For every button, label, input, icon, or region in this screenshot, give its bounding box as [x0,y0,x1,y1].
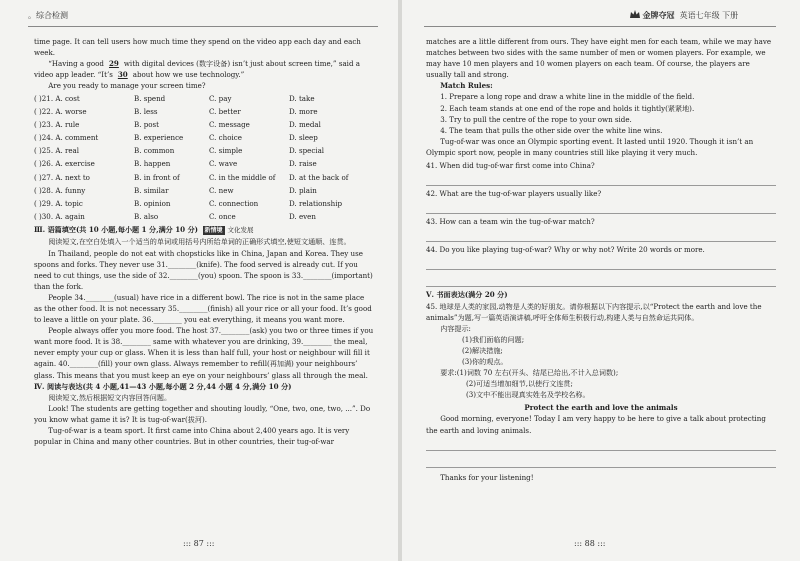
option-cell: D. medal [289,119,321,129]
essay-closing: Thanks for your listening! [440,472,534,482]
option-row [34,91,364,104]
question-option-a: ( )26. A. exercise [34,159,95,169]
option-cell: D. special [289,146,325,156]
option-cell: D. relationship [289,199,343,209]
question-option-a: ( )27. A. next to [34,172,90,182]
requirement-item: (2)可适当增加细节,以使行文连贯; [466,379,573,389]
writing-prompt: 45. 地球是人类的家园,动物是人类的好朋友。请你根据以下内容提示,以“Protect the earth and love the animals”为题,写一篇英语演讲稿,呼吁全体师生积极行动,构建人类与自然命运共同体。 [426,301,762,322]
tag-culture: 文化发展 [227,226,254,235]
left-body [34,36,374,447]
requirements: 要求:(1)词数 70 左右(开头、结尾已给出,不计入总词数); [440,368,619,378]
option-cell: B. less [134,106,158,116]
cloze-paragraph: People 34.________(usual) have rice in a different bowl. The rice is not in the same place as the other food. It is not necessary 35.________(finish) all your rice or all your food. It’s good to leave a little on your plate. 36.________ you eat everything, it means you want more. [34,292,372,325]
option-cell: D. raise [289,159,317,169]
question-42: 42. What are the tug-of-war players usually like? [426,189,602,199]
option-cell: D. more [289,106,318,116]
rules-title: Match Rules: [440,81,493,91]
crown-icon [630,10,640,18]
option-cell: C. in the middle of [209,172,276,182]
hint-item: (2)解决措施; [462,345,503,355]
question-option-a: ( )30. A. again [34,212,85,222]
question-44: 44. Do you like playing tug-of-war? Why or why not? Write 20 words or more. [426,245,705,255]
question-option-a: ( )25. A. real [34,146,80,156]
option-cell: B. opinion [134,199,171,209]
option-row [34,197,364,210]
cloze-paragraph: In Thailand, people do not eat with chopsticks like in China, Japan and Korea. They use spoons and forks. They never use 31.________(knife). The food served is already cut. If you need to cut things, use the side of 32.________(you) spoon. The spoon is 33.________(important) than the fork. [34,248,373,291]
question-option-a: ( )23. A. rule [34,119,80,129]
question-option-a: ( )22. A. worse [34,106,87,116]
option-cell: D. plain [289,185,317,195]
writing-line[interactable] [426,436,776,451]
option-cell: B. similar [134,185,169,195]
option-cell: B. in front of [134,172,180,182]
option-cell: C. simple [209,146,243,156]
option-cell: B. spend [134,93,166,103]
right-header: 金牌夺冠 英语七年级 下册 [630,10,738,21]
option-cell: C. new [209,185,234,195]
question-option-a: ( )21. A. cost [34,93,80,103]
option-cell: B. happen [134,159,171,169]
header-rule [424,26,776,27]
section-5-title: Ⅴ. 书面表达(满分 20 分) [426,290,508,300]
writing-line[interactable] [426,453,776,468]
answer-line[interactable] [426,227,776,242]
answer-29: 29 [108,59,119,69]
essay-opening: Good morning, everyone! Today I am very happy to be here to give a talk about protecting the earth and loving animals. [426,414,766,435]
option-row [34,131,364,144]
rule-item: 1. Prepare a long rope and draw a white line in the middle of the field. [440,92,695,102]
answer-line[interactable] [426,199,776,214]
answer-line[interactable] [426,255,776,270]
option-cell: D. at the back of [289,172,349,182]
rule-item: 4. The team that pulls the other side over the white line wins. [440,125,663,135]
option-cell: B. post [134,119,160,129]
reading-paragraph: Tug-of-war is a team sport. It first came into China about 2,400 years ago. It is very popular in China and many other countries. But in other countries, their tug-of-war [34,426,350,447]
section-3-instructions: 阅读短文,在空白处填入一个适当的单词或用括号内所给单词的正确形式填空,使短文通顺、连贯。 [48,237,351,247]
option-row [34,210,364,223]
option-cell: C. once [209,212,236,222]
hint-item: (3)你的观点。 [462,356,508,366]
question-43: 43. How can a team win the tug-of-war match? [426,217,595,227]
option-row [34,171,364,184]
question-option-a: ( )29. A. topic [34,199,83,209]
hint-item: (1)我们面临的问题; [462,334,525,344]
option-row [34,105,364,118]
option-cell: D. take [289,93,315,103]
cloze-paragraph: People always offer you more food. The host 37.________(ask) you two or three times if you want more food. It is 38.________ same with whatever you are drinking, 39.________ the meal, never empty your cup or glass. When it is less than half full, your host or neighbour will fill it again. 40.________(fill) your own glass. Always remember to refill(再加满) your neighbours’ glass. This means that you must keep an eye on your neighbours’ glass all through the meal. [34,326,374,380]
option-cell: B. common [134,146,175,156]
option-cell: D. sleep [289,133,318,143]
option-cell: C. message [209,119,250,129]
reading-paragraph: Look! The students are getting together and shouting loudly, “One, two, one, two, ...”. Do you know what game it is? It is tug-of-war(拔河). [34,403,371,424]
left-page [0,0,398,561]
options-table [34,91,364,223]
answer-line[interactable] [426,171,776,186]
option-cell: C. connection [209,199,259,209]
header-rule [28,26,378,27]
requirement-item: (3)文中不能出现真实姓名及学校名称。 [466,390,590,400]
option-cell: C. better [209,106,241,116]
option-cell: C. wave [209,159,238,169]
right-page [402,0,800,561]
option-row [34,118,364,131]
option-cell: B. experience [134,133,184,143]
left-header: 。综合检测 [28,11,68,20]
page-number-left: ::: 87 ::: [183,538,215,548]
right-body [426,36,776,483]
option-row [34,184,364,197]
question-option-a: ( )28. A. funny [34,185,86,195]
section-3-title: Ⅲ. 语篇填空(共 10 小题,每小题 1 分,满分 10 分) 新情境 文化发展 [34,225,254,235]
question-41: 41. When did tug-of-war first come into China? [426,161,595,171]
option-cell: C. pay [209,93,232,103]
reading-paragraph: Tug-of-war was once an Olympic sporting event. It lasted until 1920. Though it isn’t an Olympic sport now, people in many countries still like playing it very much. [426,136,754,157]
option-row [34,144,364,157]
rule-item: 3. Try to pull the centre of the rope to your own side. [440,114,632,124]
answer-30: 30 [117,70,128,80]
option-cell: D. even [289,212,316,222]
question-option-a: ( )24. A. comment [34,133,99,143]
option-row [34,157,364,170]
rule-item: 2. Each team stands at one end of the rope and holds it tightly(紧紧地). [440,103,695,113]
essay-title: Protect the earth and love the animals [524,403,678,413]
option-cell: C. choice [209,133,242,143]
section-4-instructions: 阅读短文,然后根据短文内容回答问题。 [48,392,172,402]
option-cell: B. also [134,212,159,222]
answer-line[interactable] [426,272,776,287]
passage-text: “Having a good 29 with digital devices (数字设备) isn’t just about screen time,” said a video app leader. “It’s 30 about how we use technology.” [34,59,360,80]
section-4-title: Ⅳ. 阅读与表达(共 4 小题,41—43 小题,每小题 2 分,44 小题 4 分,满分 10 分) [34,381,292,391]
passage-text: Are you ready to manage your screen time? [48,81,206,91]
page-number-right: ::: 88 ::: [574,538,606,548]
tag-new-context: 新情境 [204,227,223,235]
hint-title: 内容提示: [440,323,471,333]
reading-paragraph: matches are a little different from ours. They have eight men for each team, while we may have matches between two sides with the same number of men or women players. For example, we may have 10 men players and 10 women players on each team. Of course, the players are usually tall and strong. [426,37,772,80]
passage-text: time page. It can tell users how much time they spend on the video app each day and each week. [34,37,361,58]
